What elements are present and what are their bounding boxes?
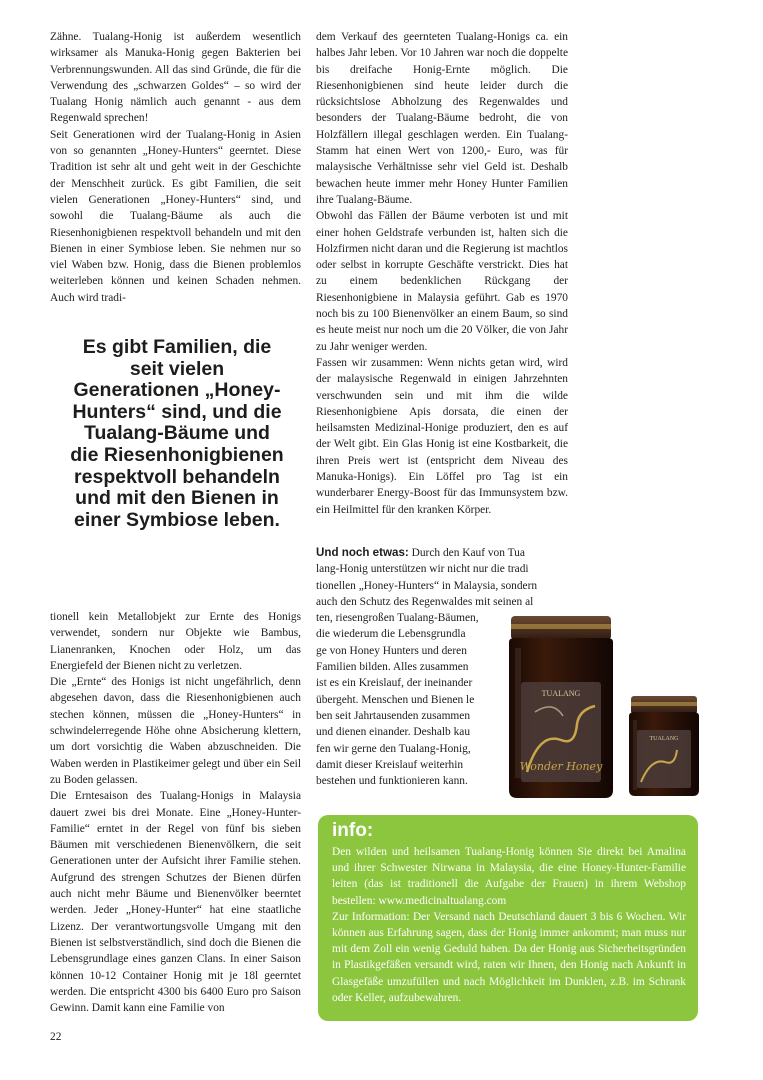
info-title: info: (332, 820, 374, 841)
text-line: fen wir gerne den Tualang-Honig, (316, 742, 471, 755)
text-line: übergeht. Menschen und Bienen le (316, 693, 475, 706)
honey-jars-photo (505, 612, 721, 802)
info-body (332, 844, 686, 1006)
text-line: Familien bilden. Alles zusammen (316, 661, 469, 674)
large-jar-brand: TUALANG (541, 689, 581, 698)
page-number: 22 (50, 1031, 62, 1043)
paragraph: Die Erntesaison des Tualang-Honigs in Malaysia dauert zwei bis drei Monate. Eine „Honey-Hunter-Familie“ erntet in der Regel von fünf bis sieben Bäumen mit verschiedenen Bienenvölkern, die seit Generationen unter der Aufsicht ihrer Familie stehen. Aufgrund des strengen Schutzes der Bienen dürfen auch nicht mehr Bäume und Bienenvölker beerntet werden. Jeder „Honey-Hunter“ hat eine staatliche Lizenz. Der verantwortungsvolle Umgang mit den Bienen ist selbstverständlich, sind doch die Bienen die Lebensgrundlage eines ganzen Clans. In einer Saison können 10-12 Container Honig mit je 18l geerntet werden. Die entspricht 4300 bis 6400 Euro pro Saison Gewinn. Damit kann eine Familie von (50, 790, 301, 1015)
text-line: ten, riesengroßen Tualang-Bäumen, (316, 612, 479, 625)
paragraph: Zähne. Tualang-Honig ist außerdem wesentlich wirksamer als Manuka-Honig gegen Bakterien bei Verbrennungswunden. All das sind Gründe, die für die Verwendung des „schwarzen Goldes“ – so wird der Tualang Honig nämlich auch genannt - aus dem Regenwald sprechen! (50, 31, 301, 125)
text-line: bestehen und funktionieren kann. (316, 775, 468, 788)
paragraph: Obwohl das Fällen der Bäume verboten ist und mit einer hohen Geldstrafe verbunden ist, halten sich die Holzfirmen nicht daran und die Regierung ist machtlos oder selbst in korrupte Geschäfte verstrickt. Dies hat zu einem bedenklichen Rückgang der Riesenhonigbiene in Malaysia geführt. Gab es 1970 noch bis zu 100 Bienenvölker an einem Baum, so sind es heute meist nur noch um die 20 Völker, die von Jahr zu Jahr weniger werden. (316, 210, 568, 353)
small-honey-jar (629, 696, 699, 796)
text-line: ben seit Jahrtausenden zusammen (316, 709, 471, 722)
pull-quote: Es gibt Familien, die seit vielen Generationen „Honey-Hunters“ sind, und die Tualang-Bäume und die Riesenhonigbienen respektvoll behandeln und mit den Bienen in einer Symbiose leben. (70, 336, 284, 531)
article-column-left-top (50, 29, 301, 306)
text-line: Und noch etwas: Durch den Kauf von Tua (316, 546, 525, 559)
text-line: damit dieser Kreislauf weiterhin (316, 758, 464, 771)
article-column-left-bottom (50, 609, 301, 1016)
paragraph: Seit Generationen wird der Tualang-Honig in Asien von so genannten „Honey-Hunters“ geerntet. Diese Tradition ist sehr alt und geht weit in der Geschichte der Menschheit zurück. Es gibt Familien, die seit vielen Generationen „Honey-Hunters“ sind, und sowohl die Tualang-Bäume als auch die Riesenhonigbienen respektvoll behandeln und mit den Bienen in einer Symbiose leben. Sie nehmen nur so viel Waben bzw. Honig, dass die Bienen problemlos weiterleben können und keinen Schaden nehmen. Auch wird tradi- (50, 128, 301, 304)
paragraph: tionell kein Metallobjekt zur Ernte des Honigs verwendet, sondern nur Objekte wie Bambus, Lianenranken, Knochen oder Holz, um das Energiefeld der Bienen nicht zu verletzen. (50, 611, 301, 672)
text-line: tionellen „Honey-Hunters“ in Malaysia, sondern (316, 579, 538, 592)
article-column-right-top (316, 29, 568, 518)
paragraph: dem Verkauf des geernteten Tualang-Honigs ca. ein halbes Jahr leben. Vor 10 Jahren war noch die doppelte bis dreifache Honig-Ernte möglich. Die Riesenhonigbienen sind heute leider durch die rücksichtslose Abholzung des Regenwaldes und besonders der Tualang-Bäume bedroht, die von Holzfällern illegal geschlagen werden. Ein Tualang-Stamm hat einen Wert von 1200,- Euro, was für malaysische Verhältnisse sehr viel Geld ist. Deshalb bewachen heute immer mehr Honey Hunter Familien ihre Tualang-Bäume. (316, 31, 568, 206)
text-line: und dienen einander. Deshalb kau (316, 726, 471, 739)
text-line: ge von Honey Hunters und deren (316, 644, 467, 657)
large-jar-script: Wonder Honey (519, 760, 603, 773)
text-line: lang-Honig unterstützen wir nicht nur die tradi (316, 563, 529, 576)
text-line: ist es ein Kreislauf, der ineinander (316, 677, 473, 690)
info-paragraph: Zur Information: Der Versand nach Deutschland dauert 3 bis 6 Wochen. Wir können aus Erfahrung sagen, dass der Honig immer ankommt; man muss nur mit dem Zoll ein wenig Geduld haben. Da der Honig aus Sicherheitsgründen in Plastikgefäßen versandt wird, raten wir Ihnen, den Honig nach Ankunft in Glasgefäße umzufüllen und nach Möglichkeit im Dunklen, z.B. im Schrank oder Keller, aufzubewahren. (332, 910, 686, 1004)
paragraph: Fassen wir zusammen: Wenn nichts getan wird, wird der malaysische Regenwald in einigen Jahrzehnten verschwunden sein und mit ihm die wilde Riesenhonigbiene Apis dorsata, die einen der heilsamsten Medizinal-Honige produziert, den es auf der Welt gibt. Ein Glas Honig ist eine Kostbarkeit, die ihren Preis wert ist (entspricht dem Niveau des Manuka-Honigs). Ein Löffel pro Tag ist ein wunderbarer Energy-Boost für das Immunsystem bzw. ein Heilmittel für den kranken Körper. (316, 356, 568, 516)
small-jar-brand: TUALANG (649, 736, 679, 742)
text-line: auch den Schutz des Regenwaldes mit seinen al (316, 595, 534, 608)
section-heading: Und noch etwas: (316, 546, 409, 559)
paragraph: Die „Ernte“ des Honigs ist nicht ungefährlich, denn abgesehen davon, dass die Riesenhonigbienen auch stechen können, müssen die „Honey-Hunters“ in schwindelerregende Höhe ohne Absicherung klettern, um dort vorsichtig die Waben abzuschneiden. Die Waben werden in Plastikeimer gelegt und über ein Seil zu Boden gelassen. (50, 676, 301, 786)
large-honey-jar (509, 616, 613, 798)
info-box (318, 815, 698, 1021)
text-line: die wiederum die Lebensgrundla (316, 628, 466, 641)
info-paragraph: Den wilden und heilsamen Tualang-Honig können Sie direkt bei Amalina und ihrer Schwester Nirwana in Malaysia, die eine Honey-Hunter-Familie leiten (das ist traditionell die Aufgabe der Frauen) in ihrem Webshop bestellen: www.medicinaltualang.com (332, 846, 686, 907)
